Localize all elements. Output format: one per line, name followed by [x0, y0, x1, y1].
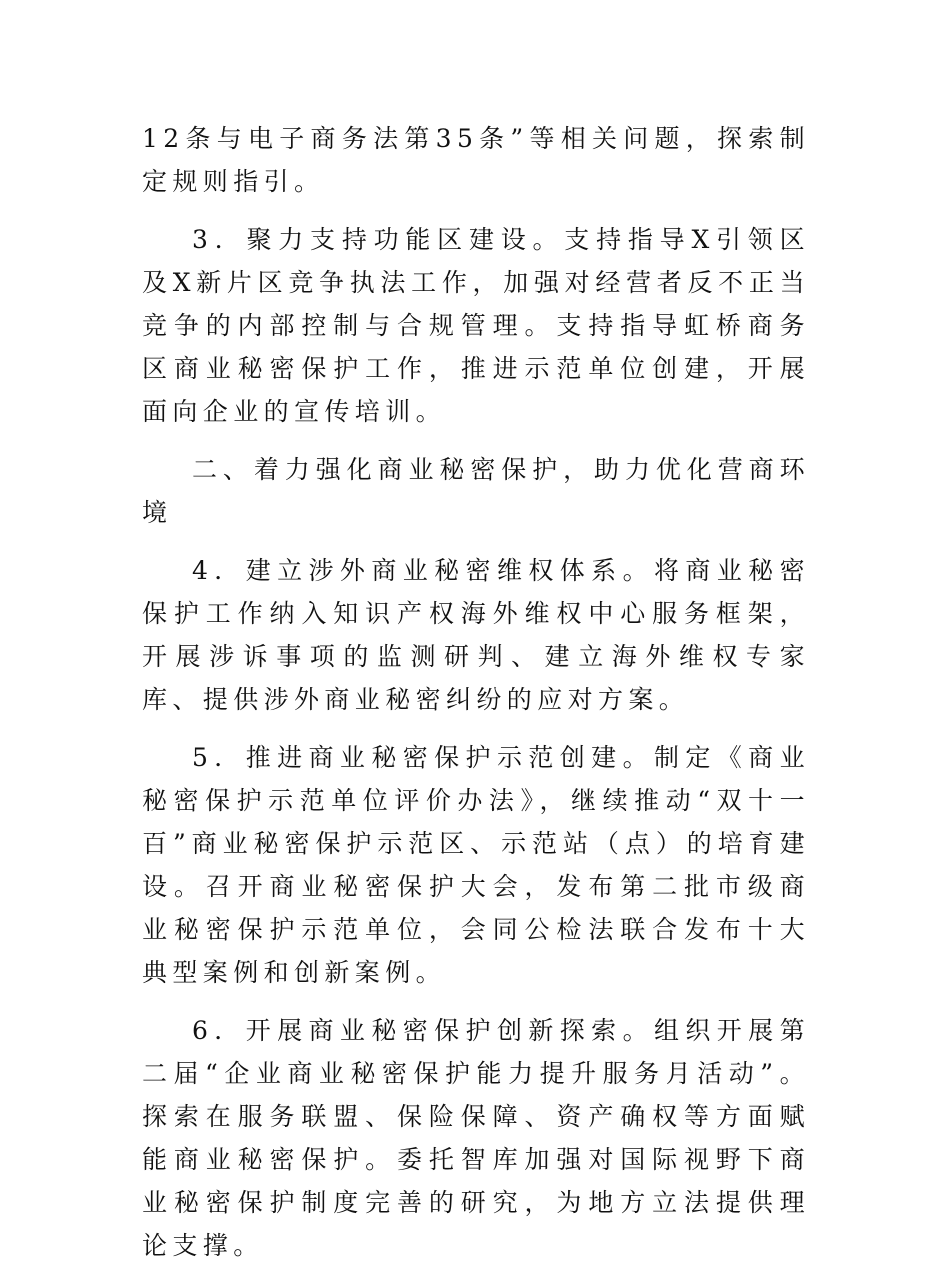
paragraph-continuation: 12条与电子商务法第35条”等相关问题，探索制定规则指引。	[142, 124, 810, 196]
paragraph-item-6: 6．开展商业秘密保护创新探索。组织开展第二届“企业商业秘密保护能力提升服务月活动”。探索在服务联盟、保险保障、资产确权等方面赋能商业秘密保护。委托智库加强对国际视野下商业秘密保护制度完善的研究，为地方立法提供理论支撑。	[142, 1016, 810, 1260]
section-heading-2: 二、着力强化商业秘密保护，助力优化营商环境	[142, 455, 810, 527]
document-body	[142, 117, 810, 1282]
paragraph-item-3: 3．聚力支持功能区建设。支持指导X引领区及X新片区竞争执法工作，加强对经营者反不正当竞争的内部控制与合规管理。支持指导虹桥商务区商业秘密保护工作，推进示范单位创建，开展面向企业的宣传培训。	[142, 225, 810, 426]
paragraph-item-4: 4．建立涉外商业秘密维权体系。将商业秘密保护工作纳入知识产权海外维权中心服务框架，开展涉诉事项的监测研判、建立海外维权专家库、提供涉外商业秘密纠纷的应对方案。	[142, 556, 810, 714]
paragraph-item-5: 5．推进商业秘密保护示范创建。制定《商业秘密保护示范单位评价办法》，继续推动“双十一百”商业秘密保护示范区、示范站（点）的培育建设。召开商业秘密保护大会，发布第二批市级商业秘密保护示范单位，会同公检法联合发布十大典型案例和创新案例。	[142, 743, 810, 987]
